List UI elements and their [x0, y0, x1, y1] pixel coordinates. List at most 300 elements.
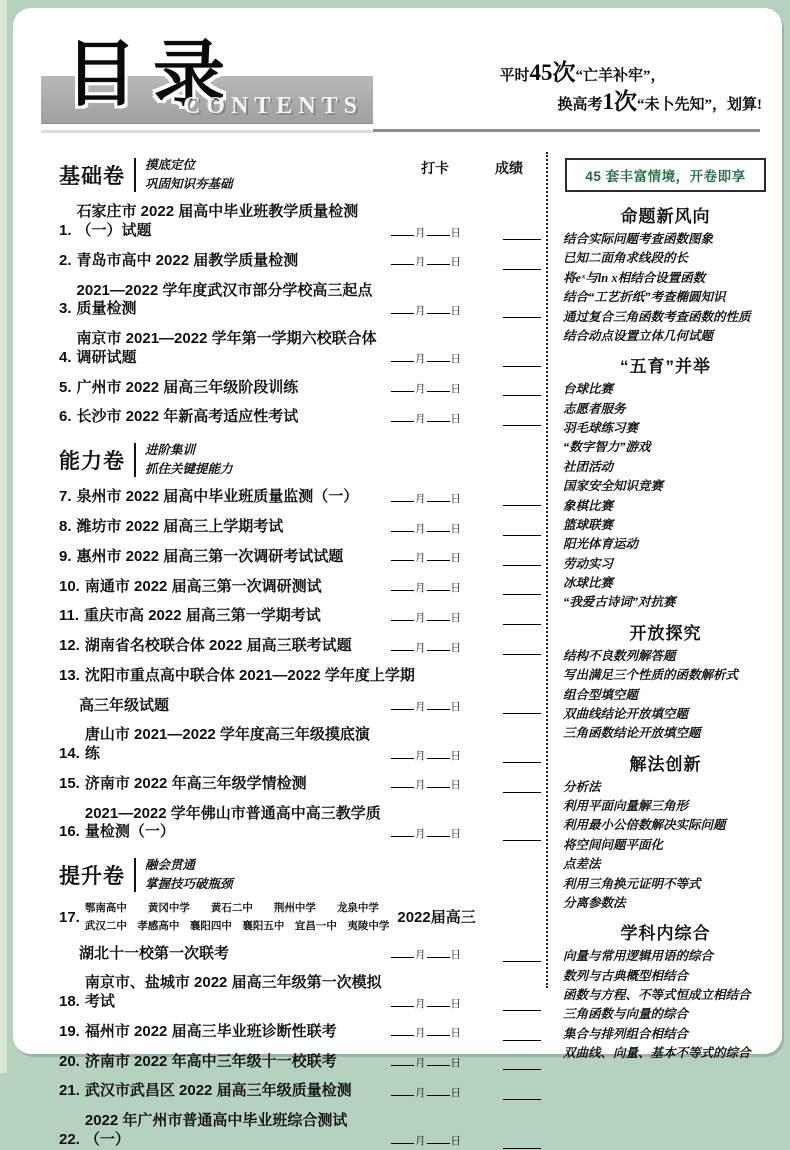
day-slot: [427, 949, 450, 958]
item-blanks: [391, 949, 541, 963]
column-headers: [393, 158, 541, 178]
title-bar: [41, 35, 373, 124]
day-slot: [427, 779, 450, 788]
toc-row: [59, 775, 541, 794]
item-blanks: [391, 552, 541, 566]
day-label: 日: [450, 949, 461, 962]
day-slot: [427, 413, 450, 422]
slogan-text: 平时: [499, 68, 530, 84]
day-label: 日: [450, 827, 461, 840]
highlight-item: 结合动点设置立体几何试题: [563, 328, 714, 343]
score-slot: [503, 586, 541, 595]
header: [13, 8, 782, 136]
month-label: 月: [415, 226, 426, 239]
date-blank: [391, 949, 462, 962]
score-slot: [503, 1032, 541, 1041]
dotted-divider: [546, 152, 548, 988]
day-label: 日: [450, 1057, 461, 1070]
highlight-list: [563, 949, 768, 1060]
score-slot: [503, 309, 541, 318]
toc-row: [59, 805, 541, 843]
slogan-emphasis: 45次: [529, 60, 576, 85]
day-slot: [427, 1087, 450, 1096]
date-blank: [391, 353, 462, 366]
highlight-item: 社团活动: [563, 459, 614, 474]
day-slot: [427, 701, 450, 710]
date-blank: [391, 383, 462, 396]
date-blank: [391, 582, 462, 595]
month-slot: [391, 949, 414, 958]
item-blanks: [391, 582, 541, 596]
month-slot: [391, 828, 414, 837]
item-blanks: [391, 1087, 541, 1101]
day-label: 日: [450, 304, 461, 317]
slogan-line2: [557, 89, 762, 118]
date-blank: [391, 642, 462, 655]
toc-row-17-line2: [59, 945, 541, 964]
day-slot: [427, 998, 450, 1007]
item-number: 12.: [59, 637, 80, 654]
slogan-line1: [499, 60, 762, 89]
month-label: 月: [415, 353, 426, 366]
month-label: 月: [415, 949, 426, 962]
month-label: 月: [415, 256, 426, 269]
score-header: 成绩: [495, 160, 523, 176]
item-number: 18.: [59, 993, 80, 1010]
highlight-item: 分析法: [563, 779, 601, 794]
day-label: 日: [450, 383, 461, 396]
item-blanks: [391, 413, 541, 427]
slogan-text: “亡羊补牢”，: [575, 68, 666, 84]
highlight-section-title: 解法创新: [629, 754, 702, 774]
toc-list-advance: [59, 974, 541, 1149]
item-number: 2.: [59, 251, 72, 269]
month-label: 月: [415, 522, 426, 535]
score-slot: [503, 754, 541, 763]
frame-left-edge: [0, 0, 7, 1073]
date-blank: [391, 305, 462, 318]
item-title: 南京市、盐城市 2022 届高三年级第一次模拟考试: [84, 974, 382, 1010]
month-label: 月: [415, 997, 426, 1010]
month-label: 月: [415, 582, 426, 595]
day-label: 日: [450, 353, 461, 366]
score-slot: [503, 832, 541, 841]
month-slot: [391, 353, 414, 362]
day-slot: [427, 828, 450, 837]
item-title: 南京市 2021—2022 学年第一学期六校联合体调研试题: [76, 330, 377, 366]
toc-row: [59, 330, 541, 368]
month-slot: [391, 779, 414, 788]
toc-column: [13, 158, 547, 1148]
section-tagline: [134, 858, 233, 892]
toc-row-13-line2: [59, 697, 541, 716]
highlight-item: 结构不良数列解答题: [563, 648, 676, 663]
highlight-item: 函数与方程、不等式恒成立相结合: [563, 988, 751, 1002]
toc-row: [59, 726, 541, 764]
month-label: 月: [415, 641, 426, 654]
toc-row: [59, 578, 541, 597]
item-blanks: [391, 305, 541, 319]
highlight-item: 点差法: [563, 857, 601, 872]
tagline-line2: 巩固知识夯基础: [145, 176, 233, 191]
toc-row: [59, 548, 541, 567]
highlight-list: [563, 780, 768, 911]
highlights-column: [547, 158, 782, 1061]
score-slot: [503, 784, 541, 793]
highlight-item: 结合“工艺折纸”考查椭圆知识: [563, 290, 726, 305]
month-label: 月: [415, 383, 426, 396]
tagline-line2: 抓住关键提能力: [145, 461, 233, 476]
item-number: 7.: [59, 488, 72, 506]
highlight-item: 劳动实习: [563, 556, 614, 571]
score-slot: [503, 616, 541, 625]
score-slot: [503, 1002, 541, 1011]
highlight-list: [563, 232, 768, 343]
highlight-item: 写出满足三个性质的函数解析式: [563, 668, 739, 683]
day-label: 日: [450, 412, 461, 425]
day-label: 日: [450, 492, 461, 505]
item-number: 1.: [59, 222, 72, 239]
item-blanks: [391, 1135, 541, 1149]
toc-row: [59, 379, 541, 398]
highlight-item: 数列与古典概型相结合: [563, 968, 689, 983]
item-title-continued: 湖北十一校第一次联考: [79, 944, 230, 962]
item-number: 16.: [59, 823, 80, 841]
highlight-item: 象棋比赛: [563, 498, 614, 513]
month-slot: [391, 305, 414, 314]
day-slot: [427, 1135, 450, 1144]
day-slot: [427, 305, 450, 314]
item-title: 潍坊市 2022 届高三上学期考试: [76, 518, 284, 535]
section-title: 提升卷: [59, 865, 125, 889]
highlight-item: 冰球比赛: [563, 576, 614, 590]
item-blanks: [391, 750, 541, 764]
item-number: 14.: [59, 745, 80, 762]
section-title: 能力卷: [59, 450, 125, 474]
highlight-item: 三角函数结论开放填空题: [563, 726, 701, 741]
highlight-item: 集合与排列组合相结合: [563, 1026, 689, 1041]
toc-row: [59, 607, 541, 626]
month-slot: [391, 1057, 414, 1066]
item-number: 3.: [59, 300, 72, 318]
toc-row: [59, 252, 541, 271]
day-slot: [427, 552, 450, 561]
highlight-item: 分离参数法: [563, 895, 626, 910]
month-slot: [391, 256, 414, 265]
highlight-item: 组合型填空题: [563, 687, 639, 702]
item-title: 长沙市 2022 年新高考适应性考试: [76, 408, 299, 426]
day-label: 日: [450, 701, 461, 714]
highlight-item: 双曲线、向量、基本不等式的综合: [563, 1046, 751, 1061]
day-slot: [427, 750, 450, 759]
month-label: 月: [415, 701, 426, 714]
toc-row: [59, 1053, 541, 1072]
month-slot: [391, 523, 414, 532]
highlight-item: “数字智力”游戏: [563, 440, 651, 455]
month-slot: [391, 701, 414, 710]
date-blank: [391, 779, 462, 792]
month-label: 月: [415, 1135, 426, 1148]
month-label: 月: [415, 1057, 426, 1070]
score-slot: [503, 646, 541, 655]
item-number: 22.: [59, 1130, 80, 1148]
item-title: 2022 年广州市普通高中毕业班综合测试（一）: [84, 1112, 348, 1148]
item-blanks: [391, 1057, 541, 1071]
item-blanks: [391, 828, 541, 842]
item-title-suffix: 2022届高三: [397, 908, 476, 926]
toc-row: [59, 518, 541, 537]
section-header-basic: [59, 158, 541, 192]
highlight-section-title: “五育”并举: [620, 357, 711, 377]
item-title: 泉州市 2022 届高中毕业班质量监测（一）: [76, 488, 359, 506]
toc-row: [59, 488, 541, 507]
highlight-item: 向量与常用逻辑用语的综合: [563, 949, 714, 964]
highlight-list: [563, 382, 768, 610]
month-slot: [391, 998, 414, 1007]
section-tagline: [134, 443, 233, 477]
highlight-list: [563, 649, 768, 741]
toc-list-ability: [59, 488, 541, 656]
month-label: 月: [415, 779, 426, 792]
highlight-item: 将eˣ与ln x相结合设置函数: [563, 270, 706, 285]
score-slot: [503, 1140, 541, 1149]
toc-row: [59, 1023, 541, 1042]
highlight-section-title: 开放探究: [629, 623, 702, 643]
toc-list-ability-2: [59, 726, 541, 842]
month-label: 月: [415, 827, 426, 840]
school-names-row1: 鄂南高中 黄冈中学 黄石二中 荆州中学 龙泉中学: [84, 902, 379, 915]
item-title: 武汉市武昌区 2022 届高三年级质量检测: [84, 1082, 352, 1100]
highlight-item: 通过复合三角函数考查函数的性质: [563, 309, 751, 324]
day-label: 日: [450, 779, 461, 792]
month-slot: [391, 642, 414, 651]
item-number: 11.: [59, 607, 80, 625]
toc-row: [59, 1112, 541, 1150]
day-slot: [427, 353, 450, 362]
month-slot: [391, 1135, 414, 1144]
date-blank: [391, 1087, 462, 1100]
item-blanks: [391, 256, 541, 270]
day-label: 日: [450, 611, 461, 624]
item-number: 8.: [59, 518, 72, 535]
item-title: 石家庄市 2022 届高中毕业班教学质量检测（一）试题: [76, 203, 359, 239]
page-title-cn: 目录: [65, 35, 242, 115]
month-label: 月: [415, 492, 426, 505]
day-label: 日: [450, 1135, 461, 1148]
tagline-line1: 摸底定位: [145, 158, 196, 172]
date-blank: [391, 523, 462, 536]
item-title: 2021—2022 学年度武汉市部分学校高三起点质量检测: [76, 281, 373, 318]
item-number: 21.: [59, 1082, 80, 1100]
day-label: 日: [450, 1086, 461, 1099]
day-label: 日: [450, 522, 461, 535]
main-content: [13, 136, 782, 1148]
date-blank: [391, 256, 462, 269]
content-page: [13, 8, 782, 1148]
date-blank: [391, 828, 462, 841]
month-slot: [391, 552, 414, 561]
month-slot: [391, 227, 414, 236]
highlight-item: 国家安全知识竞赛: [563, 479, 664, 494]
date-blank: [391, 1057, 462, 1070]
item-blanks: [391, 523, 541, 537]
date-blank: [391, 227, 462, 240]
month-slot: [391, 1087, 414, 1096]
item-blanks: [391, 227, 541, 241]
tagline-line1: 融会贯通: [145, 858, 196, 872]
item-number: 19.: [59, 1022, 80, 1040]
item-title: 青岛市高中 2022 届教学质量检测: [76, 251, 299, 269]
highlight-banner: [565, 158, 766, 192]
tagline-line2: 掌握技巧破瓶颈: [145, 876, 233, 891]
toc-row: [59, 637, 541, 656]
month-label: 月: [415, 749, 426, 762]
month-label: 月: [415, 552, 426, 565]
score-slot: [503, 497, 541, 506]
page-title-en: CONTENTS: [182, 93, 363, 119]
date-blank: [391, 413, 462, 426]
item-title: 福州市 2022 届高三毕业班诊断性联考: [84, 1022, 337, 1040]
item-number: 4.: [59, 348, 72, 366]
month-slot: [391, 413, 414, 422]
score-slot: [503, 231, 541, 240]
score-slot: [503, 527, 541, 536]
item-blanks: [391, 779, 541, 793]
highlight-item: 利用最小公倍数解决实际问题: [563, 818, 726, 833]
school-names: [85, 902, 390, 933]
toc-row-13-line1: [59, 667, 541, 686]
score-slot: [503, 1061, 541, 1070]
item-blanks: [391, 1027, 541, 1041]
item-blanks: [391, 383, 541, 397]
month-slot: [391, 493, 414, 502]
item-title: 南通市 2022 届高三第一次调研测试: [84, 577, 322, 595]
month-slot: [391, 582, 414, 591]
item-title: 沈阳市重点高中联合体 2021—2022 学年度上学期: [84, 666, 415, 684]
highlight-section-title: 命题新风向: [620, 207, 711, 226]
tagline-line1: 进阶集训: [145, 443, 196, 457]
highlight-item: 已知二面角求线段的长: [563, 251, 689, 266]
month-slot: [391, 612, 414, 621]
toc-row: [59, 203, 541, 241]
item-number: 5.: [59, 378, 72, 396]
month-label: 月: [415, 1086, 426, 1099]
month-label: 月: [415, 1027, 426, 1040]
highlight-item: 将空间问题平面化: [563, 837, 664, 852]
highlight-item: 利用平面向量解三角形: [563, 799, 689, 813]
day-label: 日: [450, 256, 461, 269]
school-names-row2: 武汉二中 孝感高中 襄阳四中 襄阳五中 宜昌一中 夷陵中学: [84, 920, 390, 933]
section-header-advance: [59, 858, 541, 892]
toc-list-basic: [59, 203, 541, 427]
item-title: 广州市 2022 届高三年级阶段训练: [76, 378, 299, 396]
date-blank: [391, 701, 462, 714]
highlight-item: 阳光体育运动: [563, 537, 639, 552]
item-blanks: [391, 612, 541, 626]
day-slot: [427, 1027, 450, 1036]
day-slot: [427, 493, 450, 502]
month-label: 月: [415, 412, 426, 425]
item-blanks: [391, 493, 541, 507]
month-slot: [391, 1027, 414, 1036]
day-slot: [427, 582, 450, 591]
item-number: 13.: [59, 666, 80, 684]
item-number: 17.: [59, 908, 80, 926]
highlight-item: 利用三角换元证明不等式: [563, 876, 701, 891]
date-blank: [391, 998, 462, 1011]
slogan-emphasis: 1次: [602, 89, 637, 114]
highlight-item: 台球比赛: [563, 382, 614, 397]
date-blank: [391, 750, 462, 763]
day-slot: [427, 383, 450, 392]
month-slot: [391, 383, 414, 392]
item-number: 6.: [59, 408, 72, 426]
date-blank: [391, 552, 462, 565]
date-blank: [391, 1027, 462, 1040]
section-title: 基础卷: [59, 165, 125, 189]
highlight-section-title: 学科内综合: [620, 924, 711, 944]
day-slot: [427, 256, 450, 265]
item-title: 湖南省名校联合体 2022 届高三联考试题: [84, 637, 352, 654]
day-slot: [427, 642, 450, 651]
day-slot: [427, 227, 450, 236]
score-slot: [503, 387, 541, 396]
date-blank: [391, 493, 462, 506]
item-title: 2021—2022 学年佛山市普通高中高三教学质量检测（一）: [84, 804, 381, 841]
day-slot: [427, 612, 450, 621]
highlight-item: 篮球联赛: [563, 517, 614, 532]
section-header-ability: [59, 443, 541, 477]
slogan-text: “未卜先知”，划算!: [637, 97, 762, 113]
date-blank: [391, 1135, 462, 1148]
day-label: 日: [450, 226, 461, 239]
highlight-item: “我爱古诗词”对抗赛: [563, 595, 676, 610]
item-number: 9.: [59, 547, 72, 565]
highlight-item: 羽毛球练习赛: [563, 421, 639, 435]
item-number: 15.: [59, 774, 80, 792]
score-slot: [503, 557, 541, 566]
toc-row: [59, 974, 541, 1012]
date-blank: [391, 612, 462, 625]
score-slot: [503, 705, 541, 714]
item-blanks: [391, 353, 541, 367]
day-slot: [427, 1057, 450, 1066]
item-title: 济南市 2022 年高中三年级十一校联考: [84, 1052, 337, 1070]
day-label: 日: [450, 641, 461, 654]
checkin-header: 打卡: [421, 160, 449, 176]
day-label: 日: [450, 582, 461, 595]
toc-row: [59, 408, 541, 427]
slogan-text: 换高考: [557, 97, 603, 113]
score-slot: [503, 953, 541, 962]
highlight-item: 结合实际问题考查函数图象: [563, 232, 714, 246]
item-number: 20.: [59, 1052, 80, 1070]
item-blanks: [391, 701, 541, 715]
slogan: [499, 60, 762, 118]
day-label: 日: [450, 749, 461, 762]
highlight-item: 双曲线结论开放填空题: [563, 706, 689, 721]
month-label: 月: [415, 304, 426, 317]
score-slot: [503, 261, 541, 270]
item-title-continued: 高三年级试题: [79, 696, 170, 714]
item-number: 10.: [59, 577, 80, 595]
header-rule-right: [373, 129, 760, 132]
toc-row-17-schools: [59, 902, 541, 933]
item-title: 惠州市 2022 届高三第一次调研考试试题: [76, 547, 344, 565]
month-slot: [391, 750, 414, 759]
section-tagline: [134, 158, 233, 192]
item-blanks: [391, 642, 541, 656]
